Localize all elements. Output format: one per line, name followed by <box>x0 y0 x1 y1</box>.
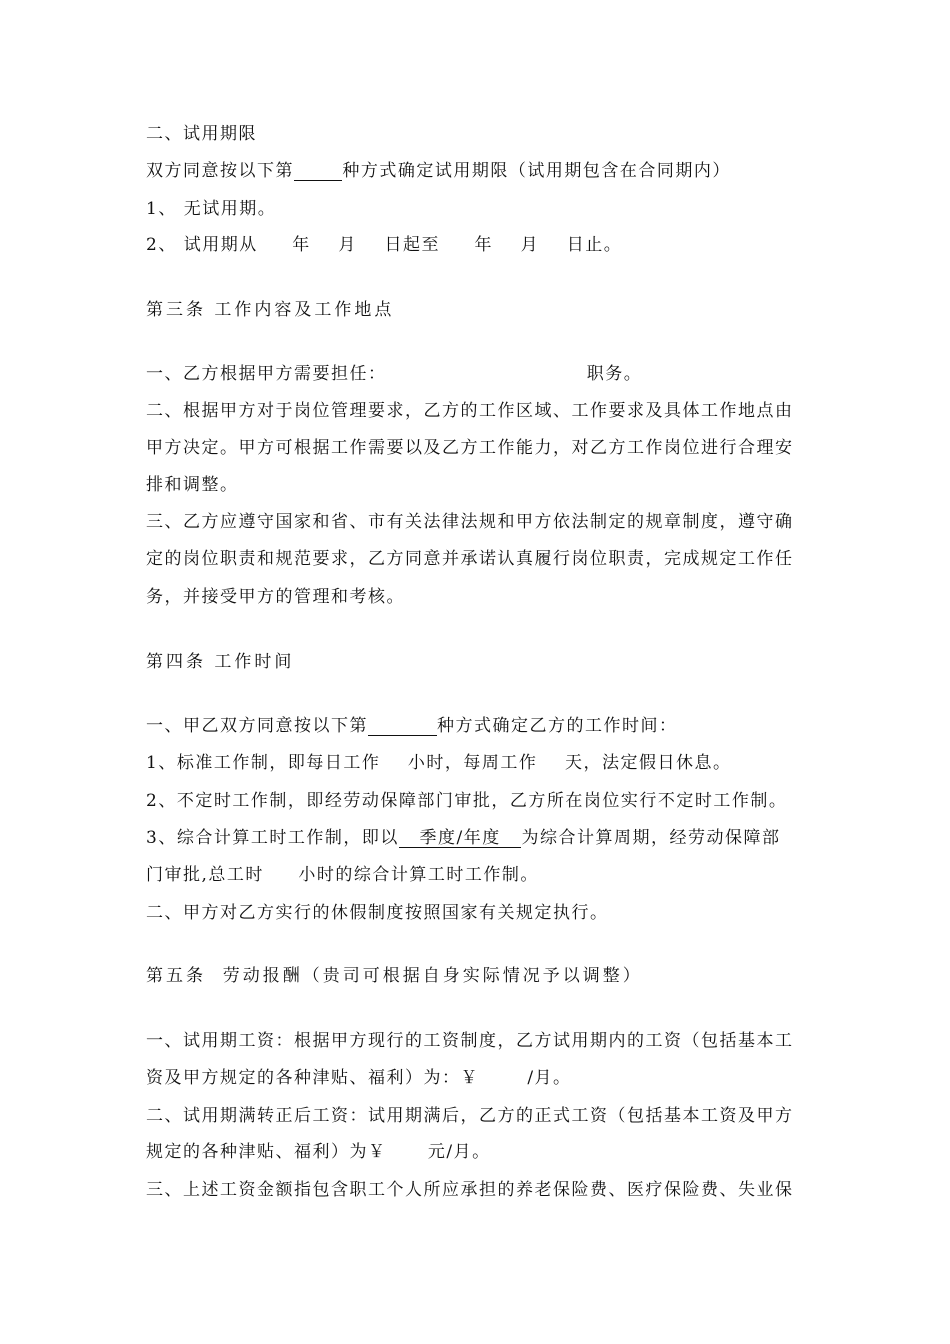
work-hours-item-2: 2、不定时工作制，即经劳动保障部门审批，乙方所在岗位实行不定时工作制。 <box>146 791 788 811</box>
work-hours-choice-blank <box>368 717 437 736</box>
probation-choice-blank <box>294 162 342 181</box>
article-3-para-3-line-3: 务，并接受甲方的管理和考核。 <box>146 587 405 607</box>
work-hours-item-1: 1、标准工作制，即每日工作 小时，每周工作 天，法定假日休息。 <box>146 753 732 773</box>
probation-option-1: 1、 无试用期。 <box>146 199 277 219</box>
probation-option-2: 2、 试用期从 年 月 日起至 年 月 日止。 <box>146 235 623 255</box>
article-5-para-2-line-2: 规定的各种津贴、福利）为￥ 元/月。 <box>146 1142 491 1162</box>
probation-intro <box>146 161 731 181</box>
period-blank: 季度/年度 <box>398 828 522 848</box>
article-3-para-1: 一、乙方根据甲方需要担任： 职务。 <box>146 364 643 384</box>
article-3-para-2-line-2: 甲方决定。甲方可根据工作需要以及乙方工作能力，对乙方工作岗位进行合理安 <box>146 438 794 458</box>
probation-intro-text-a: 双方同意按以下第 <box>146 161 294 181</box>
article-3-para-3-line-1: 三、乙方应遵守国家和省、市有关法律法规和甲方依法制定的规章制度，遵守确 <box>146 512 794 532</box>
work-hours-intro-b: 种方式确定乙方的工作时间： <box>437 716 678 736</box>
work-hours-item-3-a: 3、综合计算工时工作制，即以 <box>146 828 399 848</box>
article-4-para-1 <box>146 716 678 736</box>
article-4-para-2: 二、甲方对乙方实行的休假制度按照国家有关规定执行。 <box>146 903 609 923</box>
work-hours-item-3-line-2: 门审批,总工时 小时的综合计算工时工作制。 <box>146 865 539 885</box>
article-5-para-3-line-1: 三、上述工资金额指包含职工个人所应承担的养老保险费、医疗保险费、失业保 <box>146 1180 794 1200</box>
article-5-para-2-line-1: 二、试用期满转正后工资：试用期满后，乙方的正式工资（包括基本工资及甲方 <box>146 1106 794 1126</box>
article-4-heading: 第四条 工作时间 <box>146 652 295 672</box>
article-5-para-1-line-1: 一、试用期工资：根据甲方现行的工资制度，乙方试用期内的工资（包括基本工 <box>146 1031 794 1051</box>
article-3-para-3-line-2: 定的岗位职责和规范要求，乙方同意并承诺认真履行岗位职责，完成规定工作任 <box>146 549 794 569</box>
article-3-heading: 第三条 工作内容及工作地点 <box>146 300 395 320</box>
article-3-para-2-line-1: 二、根据甲方对于岗位管理要求，乙方的工作区域、工作要求及具体工作地点由 <box>146 401 794 421</box>
article-5-para-1-line-2: 资及甲方规定的各种津贴、福利）为：￥ /月。 <box>146 1068 572 1088</box>
work-hours-item-3-b: 为综合计算周期，经劳动保障部 <box>521 828 781 848</box>
article-3-para-2-line-3: 排和调整。 <box>146 475 239 495</box>
probation-intro-text-b: 种方式确定试用期限（试用期包含在合同期内） <box>342 161 731 181</box>
article-5-heading: 第五条 劳动报酬（贵司可根据自身实际情况予以调整） <box>146 966 643 986</box>
work-hours-item-3 <box>146 828 780 848</box>
section-title-probation: 二、试用期限 <box>146 124 257 144</box>
work-hours-intro-a: 一、甲乙双方同意按以下第 <box>146 716 368 736</box>
